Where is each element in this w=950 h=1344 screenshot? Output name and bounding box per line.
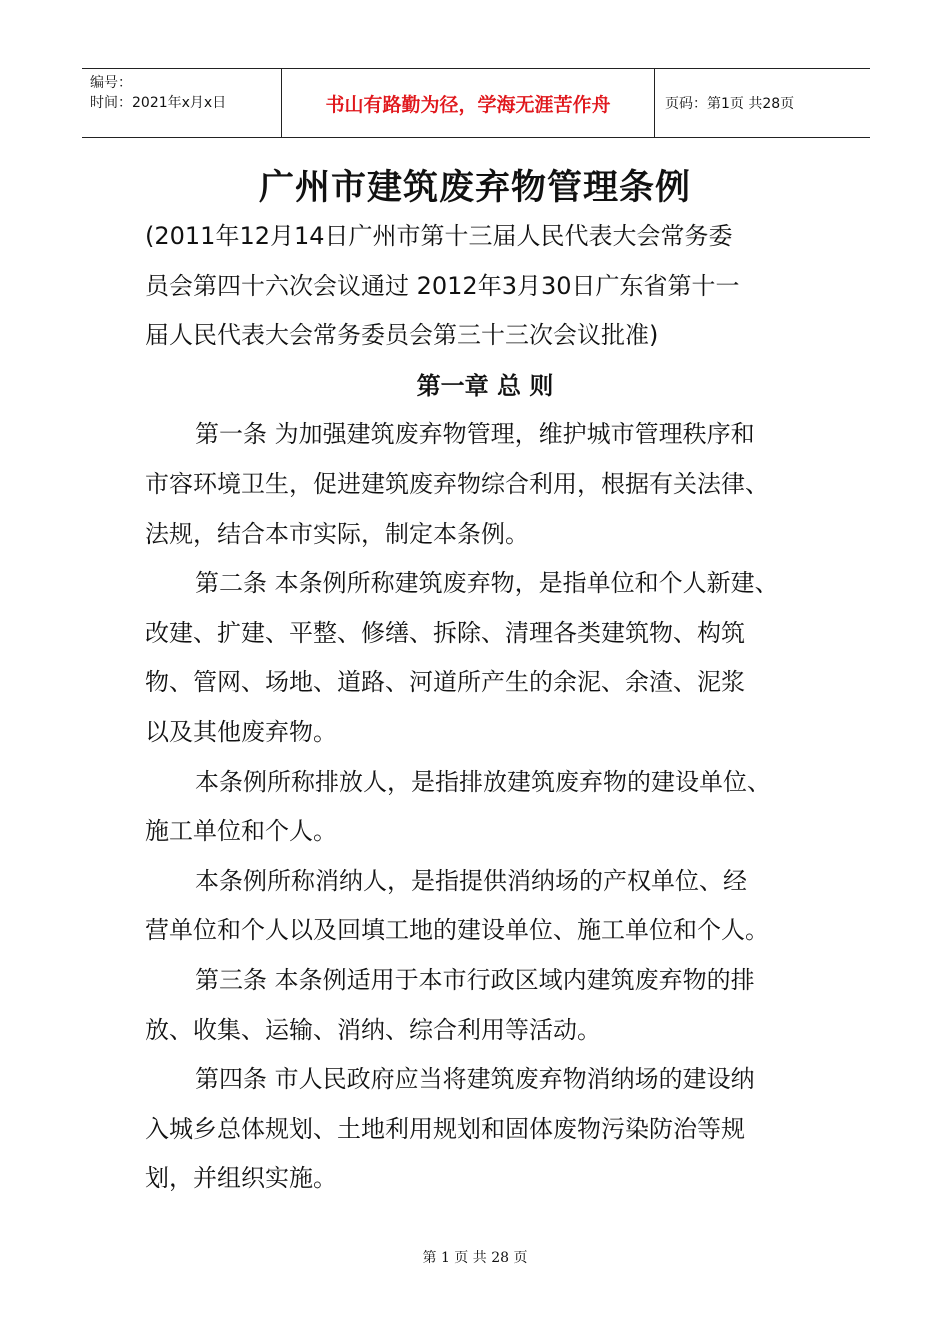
time-label: 时间：2021年x月x日 <box>90 95 227 111</box>
paragraph-emitter-definition <box>145 758 825 857</box>
paragraph-line: 法规，结合本市实际，制定本条例。 <box>145 519 529 548</box>
preamble-line: 员会第四十六次会议通过 2012年3月30日广东省第十一 <box>145 271 740 300</box>
paragraph-line: 本条例所称消纳人，是指提供消纳场的产权单位、经 <box>195 866 747 895</box>
header-meta-cell <box>82 69 282 137</box>
motto-text: 书山有路勤为径，学海无涯苦作舟 <box>325 93 611 116</box>
paragraph-article-2 <box>145 559 825 757</box>
chapter-heading: 第一章 总 则 <box>416 370 554 400</box>
header-table <box>82 68 870 138</box>
paragraph-receiver-definition <box>145 857 825 956</box>
preamble <box>145 212 825 361</box>
page-footer: 第 1 页 共 28 页 <box>422 1250 528 1266</box>
paragraph-line: 第三条 本条例适用于本市行政区域内建筑废弃物的排 <box>195 965 755 994</box>
page-info: 页码：第1页 共28页 <box>665 96 795 112</box>
paragraph-line: 入城乡总体规划、土地利用规划和固体废物污染防治等规 <box>145 1114 745 1143</box>
paragraph-article-1 <box>145 410 825 559</box>
header-motto-cell <box>282 69 655 137</box>
document-title: 广州市建筑废弃物管理条例 <box>258 167 691 208</box>
paragraph-article-3 <box>145 956 825 1055</box>
document-body <box>145 212 825 1204</box>
paragraph-line: 物、管网、场地、道路、河道所产生的余泥、余渣、泥浆 <box>145 668 745 697</box>
paragraph-line: 第四条 市人民政府应当将建筑废弃物消纳场的建设纳 <box>195 1065 755 1094</box>
paragraph-line: 营单位和个人以及回填工地的建设单位、施工单位和个人。 <box>145 916 769 945</box>
paragraph-line: 市容环境卫生，促进建筑废弃物综合利用，根据有关法律、 <box>145 469 769 498</box>
number-label: 编号： <box>90 75 132 91</box>
paragraph-line: 第二条 本条例所称建筑废弃物，是指单位和个人新建、 <box>195 569 779 598</box>
paragraph-line: 划，并组织实施。 <box>145 1164 337 1193</box>
preamble-line: (2011年12月14日广州市第十三届人民代表大会常务委 <box>145 222 733 250</box>
paragraph-line: 以及其他废弃物。 <box>145 717 337 746</box>
paragraph-line: 施工单位和个人。 <box>145 817 337 846</box>
paragraph-line: 改建、扩建、平整、修缮、拆除、清理各类建筑物、构筑 <box>145 618 745 647</box>
header-page-cell <box>655 69 870 137</box>
paragraph-article-4 <box>145 1055 825 1204</box>
preamble-line: 届人民代表大会常务委员会第三十三次会议批准) <box>145 321 659 350</box>
paragraph-line: 第一条 为加强建筑废弃物管理，维护城市管理秩序和 <box>195 420 755 449</box>
paragraph-line: 放、收集、运输、消纳、综合利用等活动。 <box>145 1015 601 1044</box>
paragraph-line: 本条例所称排放人，是指排放建筑废弃物的建设单位、 <box>195 767 771 796</box>
